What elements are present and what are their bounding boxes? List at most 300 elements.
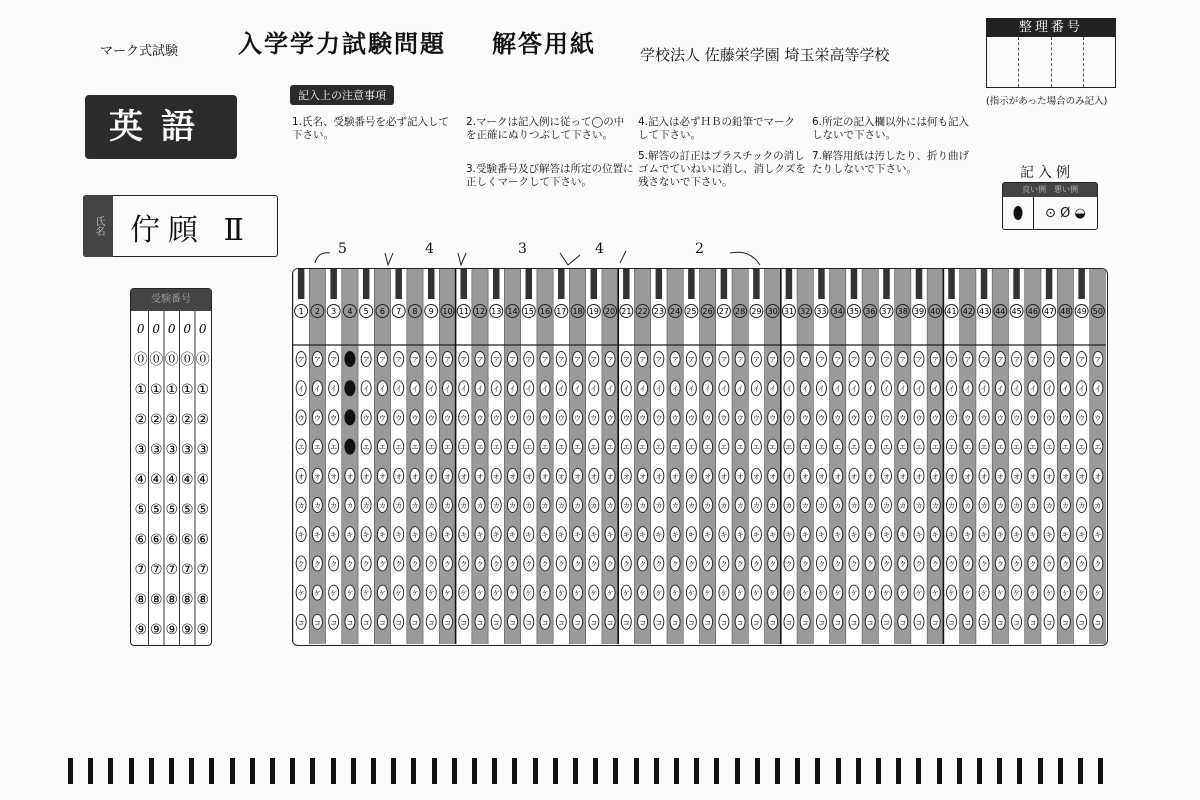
answer-choice-label: キ (557, 531, 565, 540)
answer-choice-label: エ (834, 443, 842, 452)
answer-choice-label: オ (1078, 472, 1086, 481)
answer-choice-label: カ (850, 502, 858, 510)
answer-choice-label: エ (769, 443, 777, 452)
answer-choice-label: ア (622, 356, 630, 364)
answer-choice-label: キ (509, 531, 517, 540)
answer-choice-label: ウ (1013, 414, 1021, 423)
answer-choice-label: ウ (443, 414, 451, 423)
answer-choice-label: オ (915, 472, 923, 481)
answer-choice-label: カ (395, 502, 403, 510)
answer-choice-label: コ (769, 618, 777, 627)
question-number-label: 38 (897, 307, 908, 316)
answer-choice-label: ア (882, 356, 890, 364)
answer-choice-label: ア (297, 356, 305, 364)
exam-number-bubble[interactable]: ① (149, 382, 163, 398)
answer-choice-label: ク (882, 560, 890, 569)
answer-choice-label: ク (362, 560, 370, 569)
answer-choice-label: エ (427, 443, 435, 452)
answer-choice-label: コ (313, 618, 321, 627)
answer-choice-label: カ (980, 502, 988, 510)
answer-choice-label: ケ (996, 589, 1004, 598)
answer-choice-label: キ (1078, 531, 1086, 540)
answer-choice-label: ウ (1061, 414, 1069, 423)
question-number-label: 32 (800, 307, 811, 316)
answer-choice-label: ク (639, 560, 647, 569)
answer-choice-label: ク (866, 560, 874, 569)
answer-choice-label: ク (1061, 560, 1069, 569)
answer-choice-label: イ (574, 385, 582, 394)
answer-choice-label: エ (362, 443, 370, 452)
exam-number-bubble[interactable]: ① (196, 382, 210, 398)
exam-number-bubble[interactable]: ⓪ (180, 352, 195, 368)
answer-choice-label: エ (752, 443, 760, 452)
exam-number-bubble[interactable]: ⑨ (149, 622, 163, 638)
timing-mark (230, 758, 235, 784)
answer-choice-label: エ (557, 443, 565, 452)
exam-number-bubble[interactable]: ⑥ (180, 532, 194, 548)
org-number-cell[interactable] (1084, 37, 1115, 87)
answer-choice-label: ウ (395, 414, 403, 423)
answer-choice-label: ウ (801, 414, 809, 423)
answer-choice-label: ク (834, 560, 842, 569)
exam-number-bubble[interactable]: ⓪ (195, 352, 210, 368)
answer-choice-label: イ (850, 385, 858, 394)
answer-choice-label: イ (1029, 385, 1037, 394)
exam-number-bubble[interactable]: ⑤ (180, 502, 194, 518)
answer-choice-label: ア (606, 356, 614, 364)
timing-mark (68, 758, 73, 784)
exam-number-bubble[interactable]: ⑥ (134, 532, 148, 548)
exam-number-bubble[interactable]: ⓪ (133, 352, 148, 368)
exam-number-bubble[interactable]: ④ (134, 472, 148, 488)
answer-choice-label: オ (1029, 472, 1037, 481)
answer-choice-label: オ (297, 472, 305, 481)
answer-choice-label: キ (411, 531, 419, 540)
answer-choice-label: コ (557, 618, 565, 627)
answer-choice-label: ア (557, 356, 565, 364)
answer-choice-label: イ (704, 385, 712, 394)
answer-choice-label: エ (330, 443, 338, 452)
exam-number-bubble[interactable]: ⑧ (149, 592, 163, 608)
answer-choice-label: コ (704, 618, 712, 627)
question-number-label: 34 (832, 307, 843, 316)
answer-choice-label: ケ (1061, 589, 1069, 598)
question-number-label: 37 (881, 307, 892, 316)
answer-choice-label: ア (817, 356, 825, 364)
timing-mark (108, 758, 113, 784)
answer-choice-label: イ (1094, 385, 1102, 394)
answer-choice-label: ウ (736, 414, 744, 423)
exam-number-bubble[interactable]: ⑧ (165, 592, 179, 608)
exam-number-bubble[interactable]: ⑤ (165, 502, 179, 518)
answer-choice-label: オ (785, 472, 793, 481)
question-number-label: 30 (767, 307, 778, 316)
answer-choice-label: コ (1094, 618, 1102, 627)
school-name: 学校法人 佐藤栄学園 埼玉栄高等学校 (640, 46, 890, 64)
org-number-note: (指示があった場合のみ記入) (986, 96, 1108, 107)
exam-type: マーク式試験 (100, 44, 179, 59)
question-number-label: 49 (1076, 307, 1087, 316)
answer-choice-label: エ (492, 443, 500, 452)
answer-choice-label: イ (1061, 385, 1069, 394)
answer-choice-label: ウ (704, 414, 712, 423)
answer-choice-label: イ (541, 385, 549, 394)
exam-number-bubble[interactable]: ④ (165, 472, 179, 488)
exam-number-bubble[interactable]: ⑦ (149, 562, 163, 578)
timing-mark (977, 758, 982, 784)
answer-choice-label: ケ (915, 589, 923, 598)
answer-choice-label: オ (346, 472, 354, 481)
exam-number-bubble[interactable]: ③ (149, 442, 163, 458)
answer-choice-label: コ (346, 618, 354, 627)
answer-choice-label: コ (850, 618, 858, 627)
question-number-label: 1 (298, 307, 304, 316)
answer-choice-label: ア (395, 356, 403, 364)
exam-number-bubble[interactable]: ④ (196, 472, 210, 488)
exam-number-bubble[interactable]: ⑨ (196, 622, 210, 638)
answer-choice-label: ク (622, 560, 630, 569)
answer-choice-label: ウ (313, 414, 321, 423)
answer-choice-label: キ (639, 531, 647, 540)
exam-number-bubble[interactable]: ⑥ (165, 532, 179, 548)
exam-number-bubble[interactable]: ⑤ (196, 502, 210, 518)
answer-choice-label: ウ (411, 414, 419, 423)
answer-choice-label: イ (476, 385, 484, 394)
exam-number-bubble[interactable]: ② (180, 412, 194, 428)
answer-choice-label: キ (330, 531, 338, 540)
answer-choice-label: ウ (655, 414, 663, 423)
answer-choice-label: エ (1078, 443, 1086, 452)
exam-number-bubble[interactable]: ② (165, 412, 179, 428)
answer-mark[interactable] (344, 380, 355, 396)
answer-choice-label: エ (687, 443, 695, 452)
answer-choice-label: ケ (492, 589, 500, 598)
exam-number-bubble[interactable]: ⑧ (134, 592, 148, 608)
exam-number-bubble[interactable]: ② (134, 412, 148, 428)
timing-mark (1098, 758, 1103, 784)
answer-choice-label: ク (704, 560, 712, 569)
answer-choice-label: ア (655, 356, 663, 364)
handwritten-notes (290, 241, 790, 271)
answer-choice-label: コ (736, 618, 744, 627)
answer-choice-label: ア (996, 356, 1004, 364)
answer-choice-label: ケ (509, 589, 517, 598)
exam-number-bubble[interactable]: ④ (180, 472, 194, 488)
answer-choice-label: オ (1013, 472, 1021, 481)
answer-choice-label: カ (411, 502, 419, 510)
answer-choice-label: カ (736, 502, 744, 510)
note-item: 3.受験番号及び解答は所定の位置に正しくマークして下さい。 (466, 163, 634, 188)
answer-choice-label: ア (866, 356, 874, 364)
answer-choice-label: ク (297, 560, 305, 569)
answer-choice-label: イ (980, 385, 988, 394)
timing-mark (391, 758, 396, 784)
answer-choice-label: コ (509, 618, 517, 627)
answer-choice-label: ア (639, 356, 647, 364)
note-item: 6.所定の記入欄以外には何も記入しないで下さい。 (812, 116, 970, 141)
question-number-label: 46 (1027, 307, 1038, 316)
answer-choice-label: ケ (460, 589, 468, 598)
answer-choice-label: ク (443, 560, 451, 569)
answer-choice-label: ク (590, 560, 598, 569)
question-number-label: 9 (428, 307, 434, 316)
answer-choice-label: エ (785, 443, 793, 452)
exam-number-written: 0 (183, 322, 192, 336)
answer-choice-label: ア (427, 356, 435, 364)
answer-choice-label: エ (622, 443, 630, 452)
exam-number-bubble[interactable]: ① (165, 382, 179, 398)
answer-choice-label: ウ (866, 414, 874, 423)
question-number-label: 50 (1092, 307, 1103, 316)
answer-choice-label: コ (752, 618, 760, 627)
timing-mark (452, 758, 457, 784)
answer-choice-label: キ (996, 531, 1004, 540)
answer-choice-label: キ (590, 531, 598, 540)
timing-mark (634, 758, 639, 784)
answer-choice-label: エ (590, 443, 598, 452)
answer-choice-label: ウ (1029, 414, 1037, 423)
timing-mark (189, 758, 194, 784)
answer-choice-label: ク (1029, 560, 1037, 569)
answer-choice-label: コ (639, 618, 647, 627)
answer-choice-label: ア (834, 356, 842, 364)
exam-number-bubble[interactable]: ⑦ (134, 562, 148, 578)
answer-choice-label: ア (443, 356, 451, 364)
answer-choice-label: エ (574, 443, 582, 452)
page-title: 入学学力試験問題 (238, 30, 446, 58)
question-number-label: 15 (523, 307, 534, 316)
answer-choice-label: オ (980, 472, 988, 481)
exam-number-bubble[interactable]: ⓪ (164, 352, 179, 368)
answer-choice-label: オ (964, 472, 972, 481)
answer-choice-label: カ (687, 502, 695, 510)
answer-mark[interactable] (344, 351, 355, 367)
answer-choice-label: ケ (1094, 589, 1102, 598)
exam-number-bubble[interactable]: ⑨ (165, 622, 179, 638)
answer-choice-label: ア (931, 356, 939, 364)
answer-choice-label: キ (525, 531, 533, 540)
answer-choice-label: エ (655, 443, 663, 452)
answer-choice-label: ケ (964, 589, 972, 598)
timing-mark (149, 758, 154, 784)
answer-choice-label: ク (980, 560, 988, 569)
timing-mark (775, 758, 780, 784)
answer-choice-label: オ (411, 472, 419, 481)
answer-choice-label: ケ (525, 589, 533, 598)
answer-choice-label: ケ (1029, 589, 1037, 598)
timing-mark (310, 758, 315, 784)
answer-choice-label: ク (492, 560, 500, 569)
exam-number-bubble[interactable]: ⑦ (180, 562, 194, 578)
answer-choice-label: ク (427, 560, 435, 569)
exam-number-bubble[interactable]: ⑨ (134, 622, 148, 638)
answer-choice-label: ク (736, 560, 744, 569)
timing-mark (129, 758, 134, 784)
answer-choice-label: カ (1094, 502, 1102, 510)
timing-mark (856, 758, 861, 784)
answer-choice-label: ケ (541, 589, 549, 598)
timing-mark (795, 758, 800, 784)
answer-choice-label: キ (362, 531, 370, 540)
answer-choice-label: カ (915, 502, 923, 510)
answer-choice-label: キ (606, 531, 614, 540)
exam-number-bubble[interactable]: ② (149, 412, 163, 428)
exam-number-bubble[interactable]: ① (180, 382, 194, 398)
answer-choice-label: キ (476, 531, 484, 540)
answer-choice-label: イ (948, 385, 956, 394)
answer-choice-label: オ (866, 472, 874, 481)
answer-choice-label: カ (313, 502, 321, 510)
exam-number-bubble[interactable]: ③ (180, 442, 194, 458)
question-number-label: 47 (1043, 307, 1055, 316)
answer-choice-label: オ (395, 472, 403, 481)
question-number-label: 45 (1011, 307, 1022, 316)
exam-number-bubble[interactable]: ③ (134, 442, 148, 458)
question-number-label: 14 (507, 307, 518, 316)
answer-choice-label: オ (834, 472, 842, 481)
exam-number-bubble[interactable]: ⑦ (165, 562, 179, 578)
answer-choice-label: エ (915, 443, 923, 452)
answer-choice-label: ア (476, 356, 484, 364)
answer-choice-label: キ (736, 531, 744, 540)
org-number-cell[interactable] (987, 37, 1019, 87)
answer-choice-label: ウ (834, 414, 842, 423)
timing-mark (694, 758, 699, 784)
answer-choice-label: イ (736, 385, 744, 394)
answer-choice-label: エ (460, 443, 468, 452)
answer-choice-label: ケ (1013, 589, 1021, 598)
answer-mark[interactable] (344, 409, 355, 425)
answer-choice-label: コ (1045, 618, 1053, 627)
timing-mark (331, 758, 336, 784)
answer-choice-label: キ (492, 531, 500, 540)
answer-choice-label: イ (313, 385, 321, 394)
answer-choice-label: イ (492, 385, 500, 394)
answer-choice-label: コ (655, 618, 663, 627)
question-number-label: 42 (962, 307, 973, 316)
answer-choice-label: キ (752, 531, 760, 540)
exam-number-bubble[interactable]: ② (196, 412, 210, 428)
answer-choice-label: オ (801, 472, 809, 481)
answer-choice-label: ア (801, 356, 809, 364)
exam-number-bubble[interactable]: ⓪ (149, 352, 164, 368)
exam-number-bubble[interactable]: ⑨ (180, 622, 194, 638)
timing-mark (836, 758, 841, 784)
answer-choice-label: ク (313, 560, 321, 569)
note-item: 5.解答の訂正はプラスチックの消しゴムでていねいに消し、消しクズを残さないで下さい。 (638, 150, 806, 188)
org-number-cell[interactable] (1019, 37, 1051, 87)
answer-choice-label: オ (330, 472, 338, 481)
question-number-label: 21 (621, 307, 632, 316)
answer-choice-label: オ (899, 472, 907, 481)
answer-choice-label: カ (964, 502, 972, 510)
note-item: 4.記入は必ずＨＢの鉛筆でマークして下さい。 (638, 116, 796, 141)
answer-choice-label: エ (541, 443, 549, 452)
answer-choice-label: ケ (557, 589, 565, 598)
answer-choice-label: エ (1045, 443, 1053, 452)
exam-number-bubble[interactable]: ① (134, 382, 148, 398)
answer-choice-label: オ (769, 472, 777, 481)
answer-choice-label: キ (443, 531, 451, 540)
answer-choice-label: オ (996, 472, 1004, 481)
answer-choice-label: ク (931, 560, 939, 569)
question-number-label: 25 (686, 307, 697, 316)
answer-choice-label: カ (752, 502, 760, 510)
answer-choice-label: カ (427, 502, 435, 510)
answer-choice-label: エ (899, 443, 907, 452)
answer-choice-label: ウ (606, 414, 614, 423)
exam-number-bubble[interactable]: ⑤ (134, 502, 148, 518)
answer-choice-label: ア (492, 356, 500, 364)
answer-choice-label: ケ (980, 589, 988, 598)
exam-number-bubble[interactable]: ⑧ (180, 592, 194, 608)
answer-choice-label: ク (541, 560, 549, 569)
org-number-cell[interactable] (1052, 37, 1084, 87)
answer-choice-label: オ (948, 472, 956, 481)
answer-choice-label: オ (574, 472, 582, 481)
exam-number-bubble[interactable]: ④ (149, 472, 163, 488)
exam-number-bubble[interactable]: ⑦ (196, 562, 210, 578)
answer-choice-label: コ (622, 618, 630, 627)
answer-choice-label: エ (606, 443, 614, 452)
exam-number-bubble[interactable]: ⑥ (196, 532, 210, 548)
org-number-box (986, 18, 1116, 88)
answer-choice-label: ア (769, 356, 777, 364)
answer-choice-label: ウ (590, 414, 598, 423)
answer-choice-label: イ (297, 385, 305, 394)
exam-number-bubble[interactable]: ⑧ (196, 592, 210, 608)
question-number-label: 22 (637, 307, 648, 316)
question-number-label: 35 (848, 307, 860, 316)
answer-grid (292, 268, 1108, 646)
answer-choice-label: コ (915, 618, 923, 627)
answer-choice-label: ク (606, 560, 614, 569)
name-value[interactable]: 佇頋 Ⅱ (130, 213, 252, 248)
answer-choice-label: カ (346, 502, 354, 510)
answer-choice-label: オ (443, 472, 451, 481)
timing-mark (492, 758, 497, 784)
answer-choice-label: ク (752, 560, 760, 569)
exam-number-bubble[interactable]: ③ (196, 442, 210, 458)
good-mark-example (1003, 197, 1034, 229)
answer-choice-label: イ (411, 385, 419, 394)
answer-choice-label: ア (964, 356, 972, 364)
answer-mark[interactable] (344, 439, 355, 455)
answer-choice-label: ウ (297, 414, 305, 423)
answer-choice-label: イ (639, 385, 647, 394)
answer-choice-label: キ (882, 531, 890, 540)
answer-choice-label: ケ (639, 589, 647, 598)
timing-mark (371, 758, 376, 784)
answer-choice-label: カ (1061, 502, 1069, 510)
answer-choice-label: キ (899, 531, 907, 540)
answer-choice-label: エ (964, 443, 972, 452)
answer-choice-label: キ (574, 531, 582, 540)
answer-choice-label: ウ (492, 414, 500, 423)
exam-number-bubble[interactable]: ⑤ (149, 502, 163, 518)
answer-choice-label: オ (704, 472, 712, 481)
timing-mark (351, 758, 356, 784)
answer-choice-label: エ (1029, 443, 1037, 452)
answer-choice-label: ケ (817, 589, 825, 598)
exam-number-bubble[interactable]: ⑥ (149, 532, 163, 548)
exam-number-bubble[interactable]: ③ (165, 442, 179, 458)
question-number-label: 39 (913, 307, 925, 316)
answer-choice-label: カ (817, 502, 825, 510)
question-number-label: 2 (314, 307, 320, 316)
question-number-label: 40 (930, 307, 941, 316)
answer-choice-label: ケ (785, 589, 793, 598)
